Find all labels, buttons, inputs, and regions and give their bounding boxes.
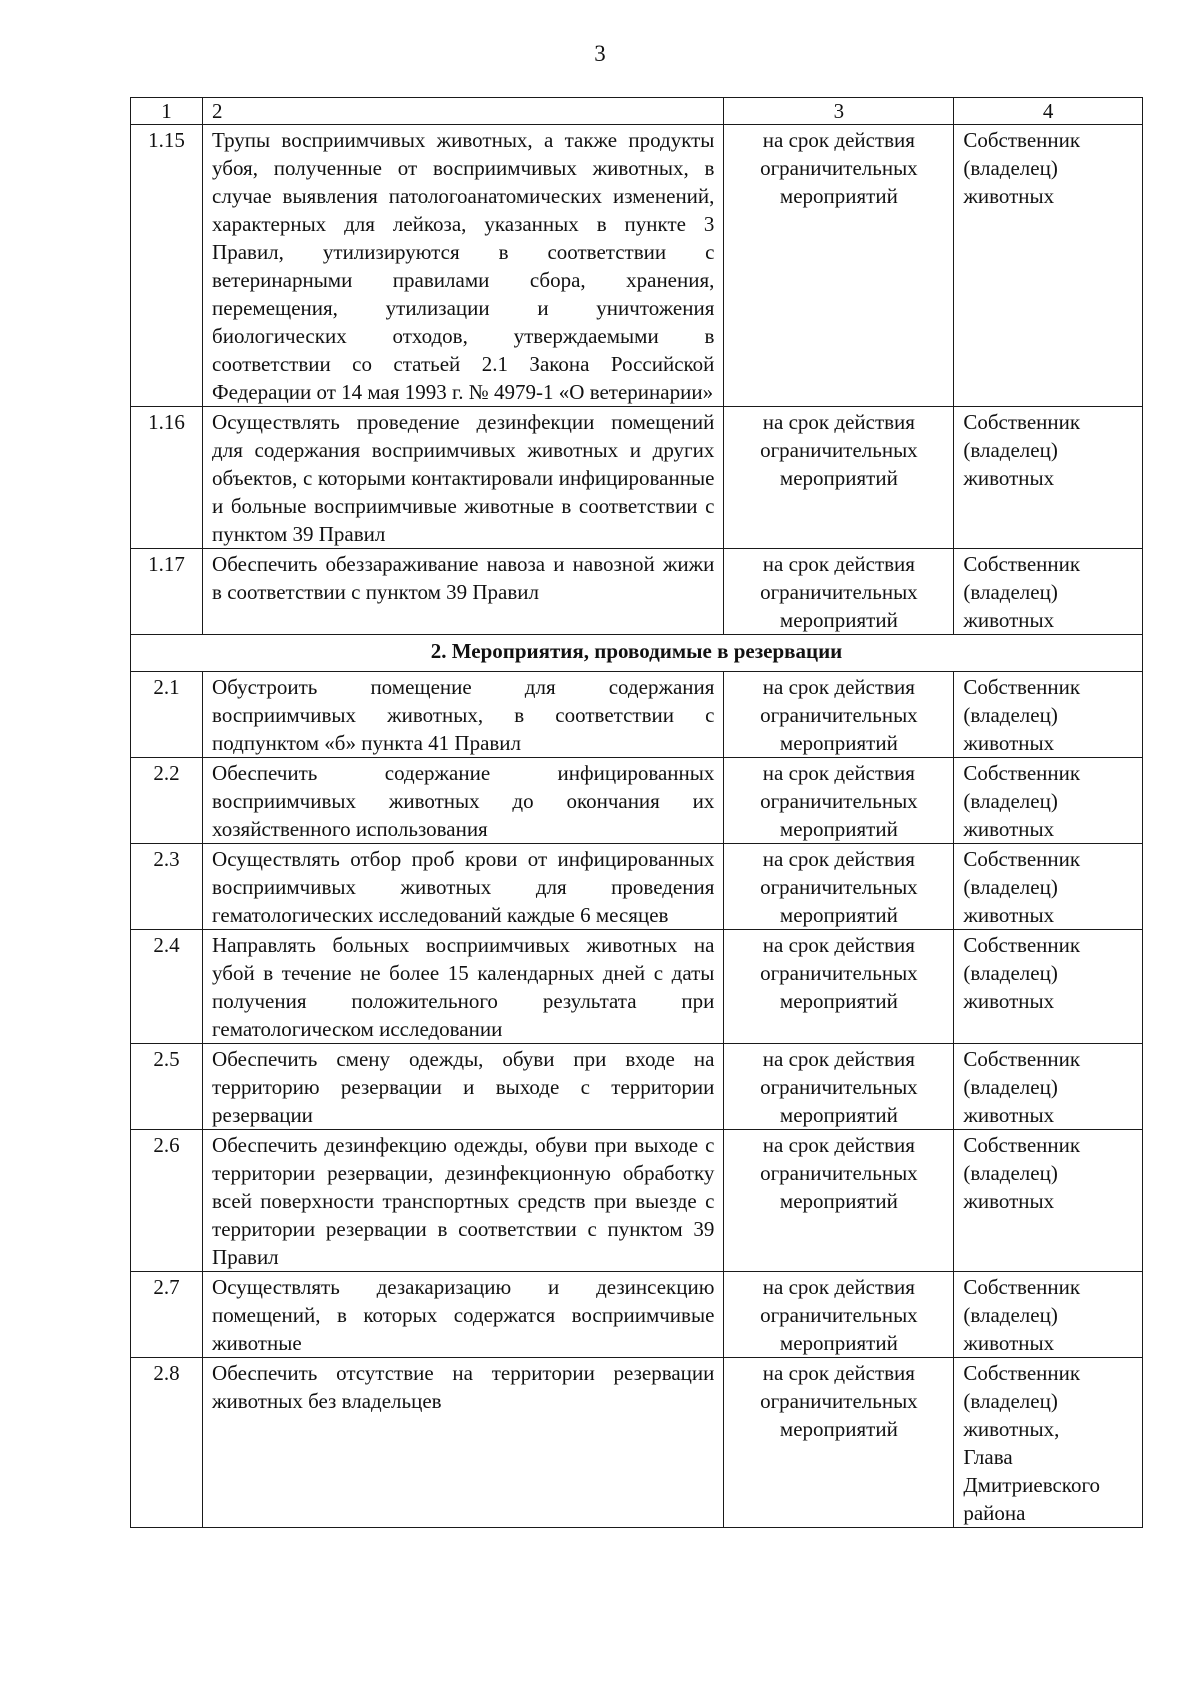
term-line: на срок действия <box>762 847 915 871</box>
measure-term <box>724 1044 954 1130</box>
responsible-line: (владелец) <box>963 875 1058 899</box>
table-header-row <box>131 98 1143 125</box>
responsible-party <box>954 844 1143 930</box>
table-row <box>131 549 1143 635</box>
responsible-party <box>954 1130 1143 1272</box>
responsible-party <box>954 758 1143 844</box>
term-line: мероприятий <box>779 1417 898 1441</box>
responsible-line: животных <box>963 817 1055 841</box>
responsible-party <box>954 1044 1143 1130</box>
term-line: мероприятий <box>779 466 898 490</box>
term-line: ограничительных <box>760 156 918 180</box>
responsible-party <box>954 407 1143 549</box>
term-line: ограничительных <box>760 875 918 899</box>
responsible-line: Собственник <box>963 761 1081 785</box>
measure-term <box>724 672 954 758</box>
item-number: 2.8 <box>131 1358 203 1528</box>
term-line: ограничительных <box>760 1075 918 1099</box>
column-header-1: 1 <box>131 98 203 125</box>
term-line: на срок действия <box>762 1275 915 1299</box>
measure-text: Обустроить помещение для содержания восприимчивых животных, в соответствии с подпунктом «б» пункта 41 Правил <box>203 672 724 758</box>
measure-text: Обеспечить обеззараживание навоза и навозной жижи в соответствии с пунктом 39 Правил <box>203 549 724 635</box>
table-row <box>131 844 1143 930</box>
measure-text: Трупы восприимчивых животных, а также продукты убоя, полученные от восприимчивых животных, в случае выявления патологоанатомических изменений, характерных для лейкоза, указанных в пункте 3 Правил, утилизируются в соответствии с ветеринарными правилами сбора, хранения, перемещения, утилизации и уничтожения биологических отходов, утверждаемыми в соответствии со статьей 2.1 Закона Российской Федерации от 14 мая 1993 г. № 4979-1 «О ветеринарии» <box>203 125 724 407</box>
measure-text: Направлять больных восприимчивых животных на убой в течение не более 15 календарных дней с даты получения положительного результата при гематологическом исследовании <box>203 930 724 1044</box>
table-row <box>131 758 1143 844</box>
term-line: на срок действия <box>762 128 915 152</box>
section-2-title: 2. Мероприятия, проводимые в резервации <box>131 635 1143 672</box>
responsible-line: района <box>963 1501 1026 1525</box>
table-row <box>131 1272 1143 1358</box>
responsible-line: животных <box>963 989 1055 1013</box>
measure-text: Обеспечить отсутствие на территории резервации животных без владельцев <box>203 1358 724 1528</box>
term-line: мероприятий <box>779 989 898 1013</box>
measure-term <box>724 407 954 549</box>
term-line: мероприятий <box>779 1189 898 1213</box>
term-line: ограничительных <box>760 961 918 985</box>
term-line: ограничительных <box>760 1389 918 1413</box>
term-line: мероприятий <box>779 903 898 927</box>
responsible-party <box>954 930 1143 1044</box>
table-row <box>131 1130 1143 1272</box>
measure-term <box>724 758 954 844</box>
measure-term <box>724 844 954 930</box>
responsible-party <box>954 672 1143 758</box>
responsible-party <box>954 1272 1143 1358</box>
section-heading-row <box>131 635 1143 672</box>
responsible-line: животных <box>963 731 1055 755</box>
term-line: мероприятий <box>779 731 898 755</box>
measure-text: Осуществлять проведение дезинфекции помещений для содержания восприимчивых животных и других объектов, с которыми контактировали инфицированные и больные восприимчивые животные в соответствии с пунктом 39 Правил <box>203 407 724 549</box>
responsible-line: (владелец) <box>963 580 1058 604</box>
responsible-line: животных <box>963 1331 1055 1355</box>
responsible-line: Собственник <box>963 1133 1081 1157</box>
term-line: ограничительных <box>760 1303 918 1327</box>
term-line: на срок действия <box>762 552 915 576</box>
item-number: 1.15 <box>131 125 203 407</box>
item-number: 2.3 <box>131 844 203 930</box>
responsible-party <box>954 549 1143 635</box>
term-line: на срок действия <box>762 1047 915 1071</box>
measure-term <box>724 930 954 1044</box>
responsible-line: (владелец) <box>963 1075 1058 1099</box>
responsible-line: Собственник <box>963 847 1081 871</box>
item-number: 2.7 <box>131 1272 203 1358</box>
responsible-line: Глава <box>963 1445 1013 1469</box>
responsible-line: животных <box>963 184 1055 208</box>
responsible-line: животных, <box>963 1417 1060 1441</box>
term-line: мероприятий <box>779 817 898 841</box>
responsible-line: (владелец) <box>963 1303 1058 1327</box>
responsible-line: Собственник <box>963 410 1081 434</box>
column-header-4: 4 <box>954 98 1143 125</box>
measure-term <box>724 549 954 635</box>
term-line: ограничительных <box>760 438 918 462</box>
column-header-2: 2 <box>203 98 724 125</box>
responsible-line: Собственник <box>963 128 1081 152</box>
term-line: ограничительных <box>760 703 918 727</box>
term-line: на срок действия <box>762 410 915 434</box>
responsible-line: (владелец) <box>963 156 1058 180</box>
table-row <box>131 1358 1143 1528</box>
measure-text: Обеспечить дезинфекцию одежды, обуви при выходе с территории резервации, дезинфекционную обработку всей поверхности транспортных средств при выезде с территории резервации в соответствии с пунктом 39 Правил <box>203 1130 724 1272</box>
term-line: на срок действия <box>762 761 915 785</box>
responsible-line: Собственник <box>963 675 1081 699</box>
page-number: 3 <box>594 41 606 66</box>
term-line: ограничительных <box>760 1161 918 1185</box>
term-line: ограничительных <box>760 789 918 813</box>
measure-text: Обеспечить смену одежды, обуви при входе на территорию резервации и выходе с территории резервации <box>203 1044 724 1130</box>
term-line: мероприятий <box>779 1331 898 1355</box>
term-line: ограничительных <box>760 580 918 604</box>
responsible-line: Собственник <box>963 1047 1081 1071</box>
term-line: на срок действия <box>762 1133 915 1157</box>
responsible-line: (владелец) <box>963 789 1058 813</box>
term-line: мероприятий <box>779 608 898 632</box>
measure-term <box>724 1358 954 1528</box>
responsible-line: Собственник <box>963 1361 1081 1385</box>
measure-term <box>724 125 954 407</box>
item-number: 2.6 <box>131 1130 203 1272</box>
responsible-line: животных <box>963 903 1055 927</box>
term-line: мероприятий <box>779 1103 898 1127</box>
responsible-party <box>954 1358 1143 1528</box>
measure-term <box>724 1130 954 1272</box>
responsible-line: (владелец) <box>963 961 1058 985</box>
measure-text: Обеспечить содержание инфицированных восприимчивых животных до окончания их хозяйственного использования <box>203 758 724 844</box>
table-row <box>131 672 1143 758</box>
item-number: 2.2 <box>131 758 203 844</box>
responsible-party <box>954 125 1143 407</box>
item-number: 1.17 <box>131 549 203 635</box>
section-2-rows <box>131 672 1143 1528</box>
responsible-line: Собственник <box>963 1275 1081 1299</box>
item-number: 2.1 <box>131 672 203 758</box>
table-row <box>131 930 1143 1044</box>
responsible-line: (владелец) <box>963 1161 1058 1185</box>
measures-table <box>130 97 1143 1528</box>
item-number: 1.16 <box>131 407 203 549</box>
term-line: мероприятий <box>779 184 898 208</box>
table-row <box>131 1044 1143 1130</box>
responsible-line: Собственник <box>963 552 1081 576</box>
table-row <box>131 125 1143 407</box>
responsible-line: животных <box>963 608 1055 632</box>
responsible-line: (владелец) <box>963 1389 1058 1413</box>
term-line: на срок действия <box>762 1361 915 1385</box>
responsible-line: Дмитриевского <box>963 1473 1101 1497</box>
term-line: на срок действия <box>762 675 915 699</box>
responsible-line: (владелец) <box>963 703 1058 727</box>
column-header-3: 3 <box>724 98 954 125</box>
measure-term <box>724 1272 954 1358</box>
section-1-rows <box>131 125 1143 635</box>
term-line: на срок действия <box>762 933 915 957</box>
measure-text: Осуществлять дезакаризацию и дезинсекцию помещений, в которых содержатся восприимчивые животные <box>203 1272 724 1358</box>
item-number: 2.4 <box>131 930 203 1044</box>
measure-text: Осуществлять отбор проб крови от инфицированных восприимчивых животных для проведения гематологических исследований каждые 6 месяцев <box>203 844 724 930</box>
table-row <box>131 407 1143 549</box>
responsible-line: животных <box>963 1103 1055 1127</box>
responsible-line: Собственник <box>963 933 1081 957</box>
responsible-line: животных <box>963 466 1055 490</box>
item-number: 2.5 <box>131 1044 203 1130</box>
responsible-line: животных <box>963 1189 1055 1213</box>
responsible-line: (владелец) <box>963 438 1058 462</box>
